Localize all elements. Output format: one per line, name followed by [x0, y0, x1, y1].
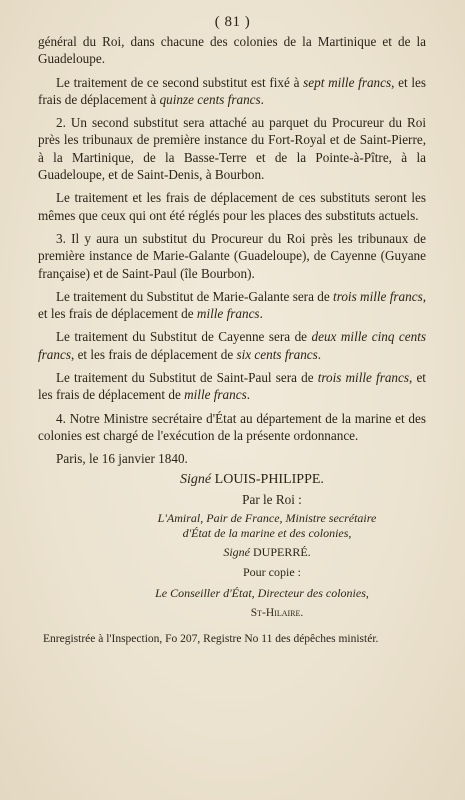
paragraph-continuation: général du Roi, dans chacune des colonies de la Martinique et de la Guadeloupe. [38, 34, 426, 67]
dateline: Paris, le 16 janvier 1840. [56, 451, 188, 467]
paragraph-marie-galante [38, 288, 426, 323]
salary-amount: trois mille francs [317, 370, 410, 386]
travel-amount: mille francs [184, 387, 247, 403]
text-run: Le traitement de ce second substitut est fixé à [56, 74, 304, 90]
salary-amount: trois mille francs [333, 288, 423, 304]
paragraph-saint-paul [38, 369, 426, 404]
paragraph-substitutes-salary: Le traitement et les frais de déplacement de ces substituts seront les mêmes que ceux qui ont été réglés pour les places des substituts actuels. [38, 190, 426, 223]
travel-amount: quinze cents francs [159, 91, 261, 107]
st-hilaire-signature: St-Hilaire. [250, 607, 304, 620]
text-run: Le traitement du Substitut de Saint-Paul sera de [56, 370, 318, 386]
minister-title [38, 511, 426, 541]
text-run: . [317, 346, 322, 362]
text-run: , et les frais de déplacement de [38, 288, 426, 322]
registration-note: Enregistrée à l'Inspection, Fo 207, Registre No 11 des dépêches ministér. [43, 633, 379, 646]
text-run: Le traitement du Substitut de Cayenne sera de [56, 329, 312, 345]
travel-amount: mille francs [196, 306, 260, 322]
text-run: . [260, 91, 264, 107]
text-run: , et les frais de déplacement de [70, 346, 237, 362]
king-name: LOUIS-PHILIPPE. [214, 471, 324, 487]
page-number: ( 81 ) [214, 14, 251, 30]
travel-amount: six cents francs [236, 346, 318, 362]
minister-title-line-1: L'Amiral, Pair de France, Ministre secrétaire [157, 511, 377, 526]
minister-name: DUPERRÉ. [252, 545, 311, 560]
signed-word: Signé [223, 545, 250, 560]
article-3: 3. Il y aura un substitut du Procureur du Roi près les tribunaux de première instance de Marie-Galante (Guadeloupe), de Cayenne (Guyane française) et de Saint-Paul (île Bourbon). [38, 230, 426, 281]
signed-word: Signé [180, 471, 212, 487]
text-run: . [246, 387, 251, 403]
text-run: Le traitement du Substitut de Marie-Galante sera de [56, 288, 334, 304]
article-4: 4. Notre Ministre secrétaire d'État au département de la marine et des colonies est chargé de l'exécution de la présente ordonnance. [38, 410, 426, 443]
minister-title-line-2: d'État de la marine et des colonies, [182, 526, 352, 541]
document-body [38, 33, 426, 649]
text-run: , et les frais de déplacement à [38, 74, 426, 107]
minister-signature [38, 544, 426, 561]
salary-amount: sept mille francs [303, 74, 392, 90]
par-le-roi: Par le Roi : [242, 491, 302, 507]
conseiller-title: Le Conseiller d'État, Directeur des colonies, [155, 585, 369, 600]
paragraph-cayenne [38, 328, 426, 363]
salary-amount: deux mille cinq cents francs [38, 329, 426, 362]
paragraph-second-substitute-salary [38, 74, 426, 109]
text-run: , et les frais de déplacement de [38, 370, 426, 403]
text-run: . [259, 306, 263, 322]
king-signature [38, 471, 426, 488]
pour-copie: Pour copie : [243, 565, 301, 580]
article-2: 2. Un second substitut sera attaché au parquet du Procureur du Roi près les tribunaux de première instance du Fort-Royal et de Saint-Pierre, à la Martinique, de la Basse-Terre et de la Pointe-à-Pître, à la Guadeloupe, et de Saint-Denis, à Bourbon. [38, 115, 426, 183]
